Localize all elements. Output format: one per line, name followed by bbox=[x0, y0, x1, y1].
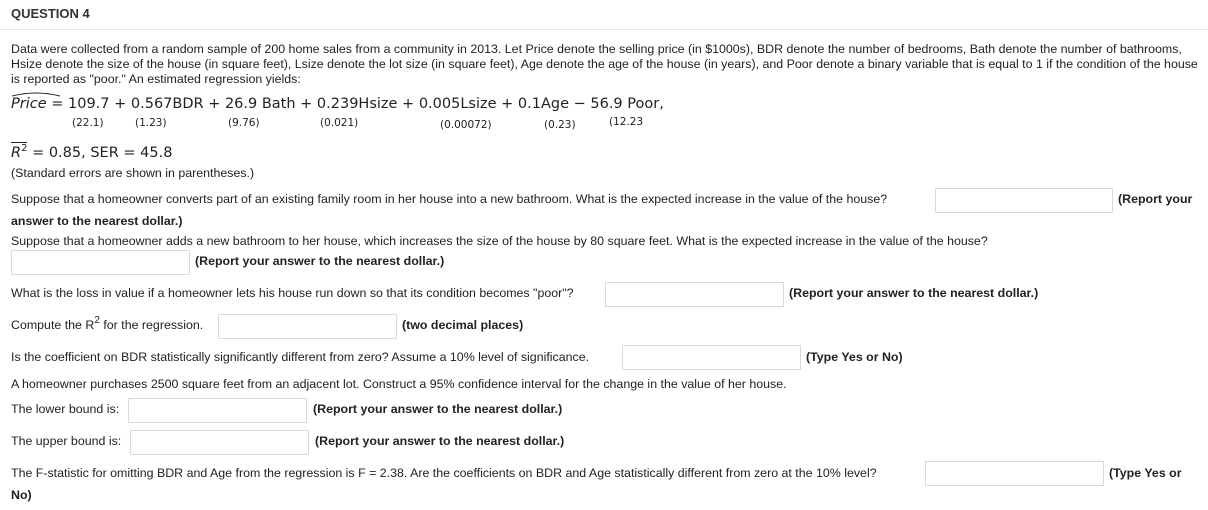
q3-hint: (Report your answer to the nearest dollar.) bbox=[789, 286, 1039, 300]
regression-equation bbox=[11, 96, 664, 112]
q1-hint-a: (Report your bbox=[1118, 192, 1193, 206]
hat-icon bbox=[11, 91, 61, 97]
q2-text: Suppose that a homeowner adds a new bathroom to her house, which increases the size of the house by 80 square feet. What is the expected increase in the value of the house? bbox=[11, 234, 988, 248]
rbar-symbol: $R^2$ bbox=[11, 143, 28, 161]
q3-text: What is the loss in value if a homeowner lets his house run down so that its condition becomes "poor"? bbox=[11, 286, 574, 300]
q6-text: A homeowner purchases 2500 square feet from an adjacent lot. Construct a 95% confidence interval for the change in the value of her house. bbox=[11, 377, 787, 391]
se-hsize: (0.021) bbox=[320, 117, 359, 129]
q7-text: The F-statistic for omitting BDR and Age from the regression is F = 2.38. Are the coefficients on BDR and Age statistically different from zero at the 10% level? bbox=[11, 466, 877, 480]
q5-answer-input[interactable] bbox=[622, 345, 801, 370]
question-intro: Data were collected from a random sample of 200 home sales from a community in 2013. Let Price denote the selling price (in $1000s), BDR denote the number of bedrooms, Bath denote the number of bathrooms, Hsize denote the size of the house (in square feet), Lsize denote the lot size (in square feet), Age denote the age of the house (in years), and Poor denote a binary variable that is equal to 1 if the condition of the house is reported as "poor." An estimated regression yields: bbox=[11, 42, 1198, 86]
q6-upper-label: The upper bound is: bbox=[11, 434, 122, 448]
question-title: QUESTION 4 bbox=[11, 6, 90, 21]
q6-upper-bound-input[interactable] bbox=[130, 430, 309, 455]
q3-answer-input[interactable] bbox=[605, 282, 784, 307]
q4-answer-input[interactable] bbox=[218, 314, 397, 339]
q7-hint-b: No) bbox=[11, 488, 32, 502]
q2-answer-input[interactable] bbox=[11, 250, 190, 275]
q4-superscript: 2 bbox=[94, 315, 100, 326]
fit-values: = 0.85, SER = 45.8 bbox=[32, 145, 173, 161]
q4-hint: (two decimal places) bbox=[402, 318, 524, 332]
q6-lower-bound-input[interactable] bbox=[128, 398, 307, 423]
se-bath: (9.76) bbox=[228, 117, 260, 129]
q2-hint: (Report your answer to the nearest dollar.) bbox=[195, 254, 445, 268]
equation-rhs: = 109.7 + 0.567BDR + 26.9 Bath + 0.239Hsize + 0.005Lsize + 0.1Age − 56.9 Poor, bbox=[51, 96, 664, 112]
q7-hint-a: (Type Yes or bbox=[1109, 466, 1182, 480]
q7-answer-input[interactable] bbox=[925, 461, 1104, 486]
header-divider bbox=[0, 29, 1208, 30]
fit-statistics bbox=[11, 145, 172, 161]
se-intercept: (22.1) bbox=[72, 117, 104, 129]
q6-lower-hint: (Report your answer to the nearest dollar.) bbox=[313, 402, 563, 416]
q5-hint: (Type Yes or No) bbox=[806, 350, 903, 364]
q1-hint-b: answer to the nearest dollar.) bbox=[11, 214, 183, 228]
q6-upper-hint: (Report your answer to the nearest dollar.) bbox=[315, 434, 565, 448]
q4-text: Compute the $R^2$ for the regression. bbox=[11, 315, 204, 332]
q5-text: Is the coefficient on BDR statistically significantly different from zero? Assume a 10% level of significance. bbox=[11, 350, 590, 364]
q1-text: Suppose that a homeowner converts part of an existing family room in her house into a new bathroom. What is the expected increase in the value of the house? bbox=[11, 192, 888, 206]
equation-lhs: Price bbox=[11, 96, 47, 112]
q1-answer-input[interactable] bbox=[935, 188, 1113, 213]
se-age: (0.23) bbox=[544, 119, 576, 131]
se-poor: (12.23 bbox=[609, 116, 644, 128]
se-bdr: (1.23) bbox=[135, 117, 167, 129]
se-lsize: (0.00072) bbox=[440, 119, 492, 131]
price-hat bbox=[11, 96, 47, 112]
q6-lower-label: The lower bound is: bbox=[11, 402, 120, 416]
se-note: (Standard errors are shown in parentheses.) bbox=[11, 166, 255, 180]
